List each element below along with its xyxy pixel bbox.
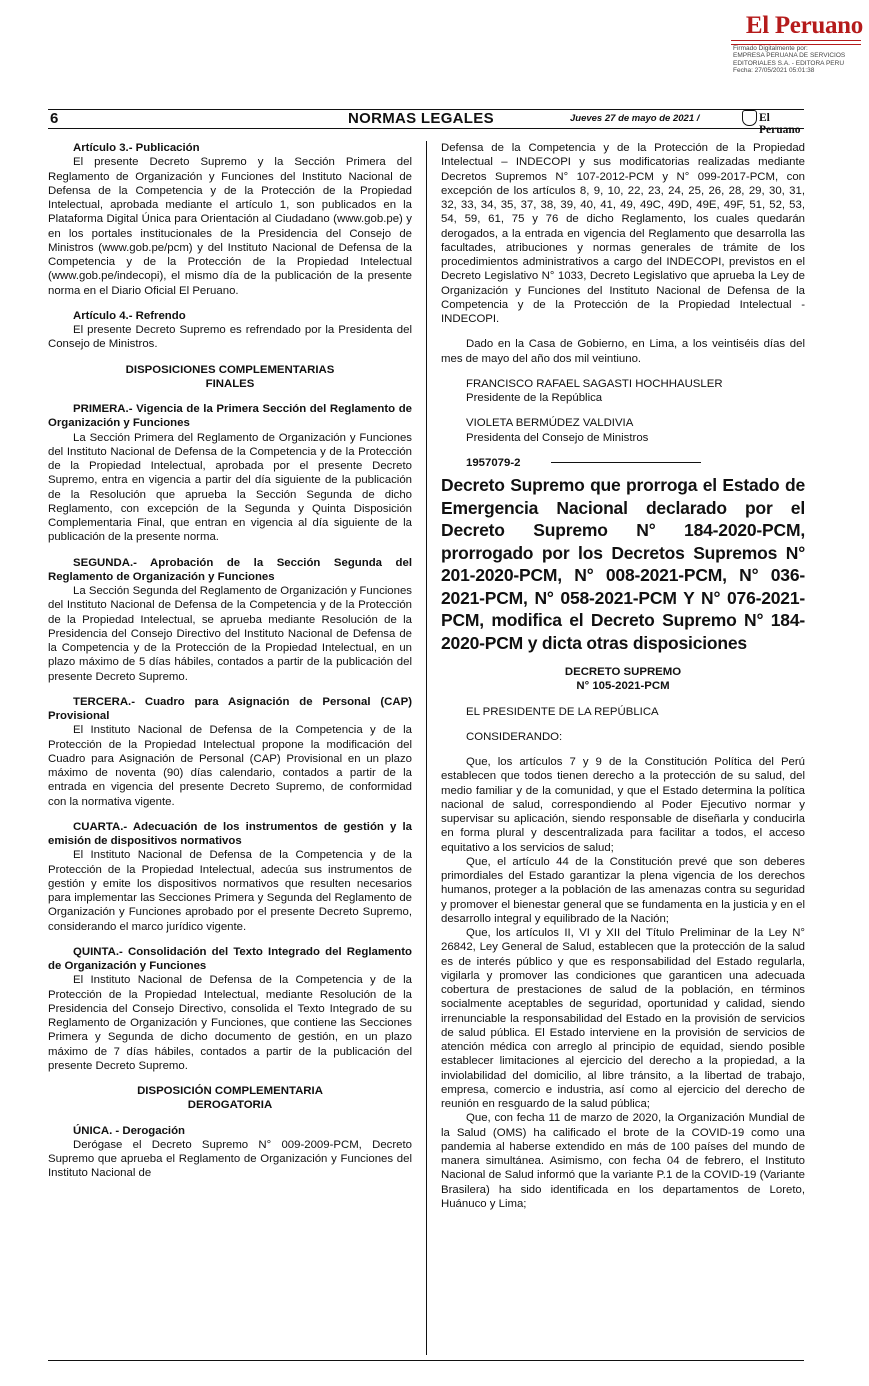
signature-line: EDITORIALES S.A. - EDITORA PERU — [733, 59, 845, 67]
primera-text: La Sección Primera del Reglamento de Organización y Funciones del Instituto Nacional de Defensa de la Competencia y de la Protección de la Propiedad Intelectual, aprobada por el presente Decreto Supremo, entra en vigencia a partir del día siguiente de la publicación de la Resolución que aprueba la Sección Segunda de dicho Reglamento, con excepción de la Segunda y Quinta Disposición Complementaria Final, que entran en vigencia al día siguiente de la publicación de la presente norma. — [48, 431, 412, 544]
whereas-paragraph: Que, los artículos 7 y 9 de la Constitución Política del Perú establecen que todos tienen derecho a la protección de su salud, del medio familiar y de la comunidad, y que el Estado determina la política nacional de salud, correspondiendo al Poder Ejecutivo normar y supervisar su aplicación, siendo responsable de diseñarla y conducirla en forma plural y descentralizada para facilitar a todos, el acceso equitativo a los servicios de salud; — [441, 756, 805, 854]
signer-name: VIOLETA BERMÚDEZ VALDIVIA — [466, 417, 634, 430]
signer-role: Presidente de la República — [466, 392, 603, 404]
signature-line: EMPRESA PERUANA DE SERVICIOS — [733, 52, 846, 60]
column-divider — [426, 141, 427, 1355]
header-rule — [48, 128, 804, 129]
whereas-paragraph: Que, con fecha 11 de marzo de 2020, la Organización Mundial de la Salud (OMS) ha calificado el brote de la COVID-19 como una pandemia al haberse extendido en más de 100 países del mundo de manera simultánea. Asimismo, con fecha 04 de febrero, el Instituto Nacional de Salud informó que la variante P.1 de la COVID-19 (Variante Brasilera) ha sido identificada en los departamentos de Loreto, Huánuco y Lima; — [441, 1112, 805, 1210]
segunda-title: SEGUNDA.- Aprobación de la Sección Segunda del Reglamento de Organización y Funciones — [48, 556, 412, 583]
whereas-paragraph: Que, el artículo 44 de la Constitución prevé que son deberes primordiales del Estado garantizar la plena vigencia de los derechos humanos, proteger a la población de las amenazas contra su seguridad y promover el bienestar general que se fundamenta en la justicia y en el desarrollo integral y equilibrado de la Nación; — [441, 855, 805, 925]
president-heading: EL PRESIDENTE DE LA REPÚBLICA — [466, 705, 659, 718]
section-title: NORMAS LEGALES — [348, 110, 494, 127]
whereas-paragraph: Que, los artículos II, VI y XII del Título Preliminar de la Ley N° 26842, Ley General de Salud, establecen que la protección de la salud es de interés público y que es responsabilidad del Estado regularla, vigilarla y promover las condiciones que garanticen una adecuada cobertura de prestaciones de salud de la población, en términos socialmente aceptables de seguridad, oportunidad y calidad, siendo irrenunciable la responsabilidad del Estado en la provisión de servicios de salud pública. El Estado interviene en la provisión de servicios de atención médica con arreglo al principio de equidad, siendo posible establecer limitaciones al ejercicio del derecho a la propiedad, a la inviolabilidad del domicilio, al libre tránsito, a la libertad de trabajo, empresa, comercio e industria, así como al ejercicio del derecho de reunión en resguardo de la salud pública; — [441, 927, 805, 1110]
newspaper-logo: El Peruano — [745, 12, 863, 39]
primera-title: PRIMERA.- Vigencia de la Primera Sección del Reglamento de Organización y Funciones — [48, 403, 412, 430]
cuarta-text: El Instituto Nacional de Defensa de la Competencia y de la Protección de la Propiedad Intelectual, adecúa sus instrumentos de gestión y emite los dispositivos normativos que resulten necesarios para implementar las Secciones Primera y Segunda del Reglamento de Organización y Funciones aprobado por el presente Decreto Supremo, considerando el marco jurídico vigente. — [48, 849, 412, 933]
quinta-title: QUINTA.- Consolidación del Texto Integrado del Reglamento de Organización y Funciones — [48, 945, 412, 972]
unica-text: Derógase el Decreto Supremo N° 009-2009-PCM, Decreto Supremo que aprueba el Reglamento de Organización y Funciones del Instituto Nacional de — [48, 1138, 412, 1180]
repeal-provision-subheading: DEROGATORIA — [187, 1099, 273, 1112]
segunda-text: La Sección Segunda del Reglamento de Organización y Funciones del Instituto Nacional de Defensa de la Competencia y de la Protección de la Propiedad Intelectual, se aprueba mediante Resolución de la Presidencia del Consejo Directivo del Instituto Nacional de Defensa de la Competencia y de la Protección de la Propiedad Intelectual, en un plazo máximo de 5 días hábiles, contados a partir de la publicación del presente Decreto Supremo. — [48, 585, 412, 683]
signature-line: Firmado Digitalmente por: — [733, 45, 808, 52]
given-at-text: Dado en la Casa de Gobierno, en Lima, a los veintiséis días del mes de mayo del año dos mil veintiuno. — [441, 338, 805, 365]
final-provisions-heading: DISPOSICIONES COMPLEMENTARIAS — [125, 363, 335, 376]
digital-signature-stamp — [733, 45, 863, 74]
page-header — [48, 109, 804, 136]
right-column — [441, 141, 805, 1211]
header-date: Jueves 27 de mayo de 2021 / — [570, 113, 700, 124]
quinta-text: El Instituto Nacional de Defensa de la Competencia y de la Protección de la Propiedad Intelectual, mediante Resolución de la Presidencia del Consejo Directivo, consolida el Texto Integrado de su Reglamento de Organización y Funciones, que contiene las Secciones Primera y Segunda de dicho documento de gestión, en un plazo máximo de 7 días hábiles, contados a partir de la publicación del presente Decreto Supremo. — [48, 974, 412, 1072]
signer-name: FRANCISCO RAFAEL SAGASTI HOCHHAUSLER — [466, 377, 723, 390]
left-column — [48, 141, 412, 1181]
decree-number: N° 105-2021-PCM — [576, 680, 670, 693]
article-4-text: El presente Decreto Supremo es refrendado por la Presidenta del Consejo de Ministros. — [48, 324, 412, 351]
repeal-provision-heading: DISPOSICIÓN COMPLEMENTARIA — [137, 1085, 323, 1097]
article-3-text: El presente Decreto Supremo y la Sección Primera del Reglamento de Organización y Funciones del Instituto Nacional de Defensa de la Competencia y de la Protección de la Propiedad Intelectual, aprobada mediante el artículo 1, son publicados en la Plataforma Digital Única para Orientación al Ciudadano (www.gob.pe) y en los portales institucionales de la Presidencia del Consejo de Ministros (www.gob.pe/pcm) y del Instituto Nacional de Defensa de la Competencia y de la Protección de la Propiedad Intelectual (www.gob.pe/indecopi), el mismo día de la publicación de la presente norma en el Diario Oficial El Peruano. — [48, 156, 412, 297]
cuarta-title: CUARTA.- Adecuación de los instrumentos de gestión y la emisión de dispositivos normativos — [48, 820, 412, 847]
decree-label: DECRETO SUPREMO — [564, 666, 682, 678]
publication-code: 1957079-2 — [466, 456, 521, 469]
signer-role: Presidenta del Consejo de Ministros — [466, 431, 649, 444]
considering-heading: CONSIDERANDO: — [466, 730, 563, 743]
signature-line: Fecha: 27/05/2021 05:01:38 — [733, 66, 815, 74]
coat-of-arms-icon — [742, 110, 757, 126]
decree-title: Decreto Supremo que prorroga el Estado de Emergencia Nacional declarado por el Decreto Supremo N° 184-2020-PCM, prorrogado por los Decretos Supremos N° 201-2020-PCM, N° 008-2021-PCM, N° 036-2021-PCM, N° 058-2021-PCM Y N° 076-2021-PCM, modifica el Decreto Supremo N° 184-2020-PCM y dicta otras disposiciones — [441, 475, 805, 653]
footer-rule — [48, 1360, 804, 1361]
final-provisions-subheading: FINALES — [205, 377, 255, 390]
unica-title: ÚNICA. - Derogación — [73, 1124, 186, 1137]
tercera-text: El Instituto Nacional de Defensa de la Competencia y de la Protección de la Propiedad Intelectual propone la modificación del Cuadro para Asignación de Personal (CAP) Provisional en un plazo máximo de noventa (90) días calendario, contados a partir de la entrada en vigencia del presente Decreto Supremo, de conformidad con la normativa vigente. — [48, 724, 412, 808]
repeal-continuation-text: Defensa de la Competencia y de la Protección de la Propiedad Intelectual – INDECOPI y sus modificatorias realizadas mediante Decretos Supremos N° 107-2012-PCM y N° 099-2017-PCM, con excepción de los artículos 8, 9, 10, 22, 23, 24, 25, 26, 28, 29, 30, 31, 32, 33, 34, 35, 37, 38, 39, 40, 41, 49, 49C, 49D, 49E, 49F, 51, 52, 53, 54, 59, 61, 75 y 76 de dicho Reglamento, los cuales quedarán derogados, a la entrada en vigencia del Reglamento que desarrolla las facultades, atribuciones y normas generales de trámite de los procedimientos administrativos a cargo del INDECOPI, previstos en el Decreto Legislativo N° 1033, Decreto Legislativo que aprueba la Ley de Organización y Funciones del Instituto Nacional de Defensa de la Competencia y de la Protección de la Propiedad Intelectual - INDECOPI. — [441, 142, 805, 325]
article-3-title: Artículo 3.- Publicación — [73, 142, 200, 154]
page-number: 6 — [50, 110, 59, 127]
article-4-title: Artículo 4.- Refrendo — [73, 309, 186, 322]
tercera-title: TERCERA.- Cuadro para Asignación de Personal (CAP) Provisional — [48, 695, 412, 722]
header-newspaper-name: El Peruano — [759, 112, 801, 136]
